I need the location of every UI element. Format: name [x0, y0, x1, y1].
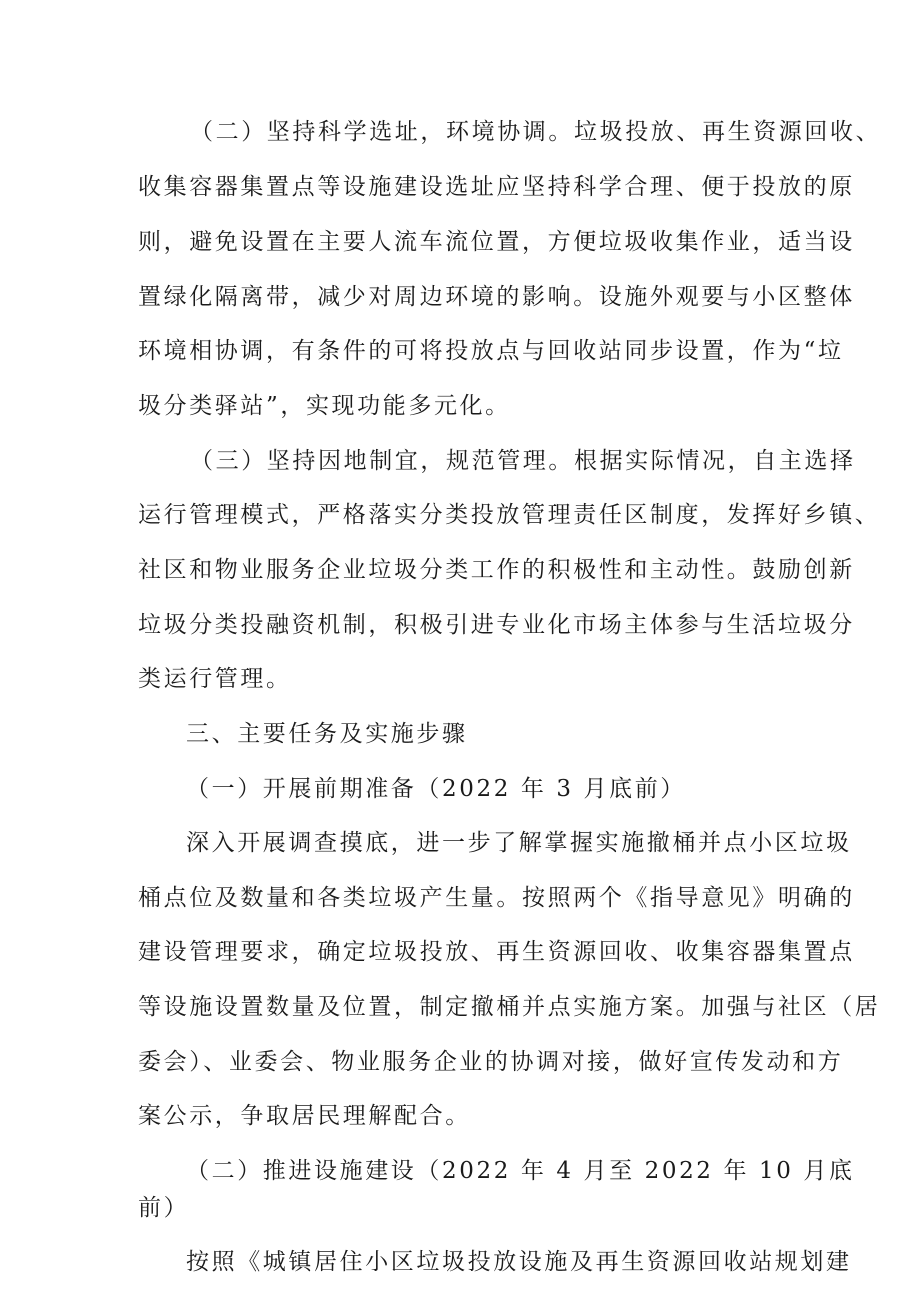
paragraph-line: 环境相协调，有条件的可将投放点与回收站同步设置，作为“垃 [138, 338, 844, 364]
paragraph-line: 社区和物业服务企业垃圾分类工作的积极性和主动性。鼓励创新 [138, 557, 855, 583]
paragraph-line: 桶点位及数量和各类垃圾产生量。按照两个《指导意见》明确的 [138, 885, 855, 911]
paragraph-line: 建设管理要求，确定垃圾投放、再生资源回收、收集容器集置点 [138, 939, 855, 965]
paragraph-line: 垃圾分类投融资机制，积极引进专业化市场主体参与生活垃圾分 [138, 612, 855, 638]
step-1-heading: （一）开展前期准备（2022 年 3 月底前） [186, 776, 686, 802]
paragraph-line: 委会）、业委会、物业服务企业的协调对接，做好宣传发动和方 [138, 1049, 844, 1075]
section-heading: 三、主要任务及实施步骤 [186, 721, 468, 747]
heading-line: （二）推进设施建设（2022 年 4 月至 2022 年 10 月底 [186, 1158, 855, 1184]
paragraph-line: 按照《城镇居住小区垃圾投放设施及再生资源回收站规划建 [186, 1249, 852, 1275]
paragraph-line: 类运行管理。 [138, 666, 292, 692]
paragraph-line: （二）坚持科学选址，环境协调。垃圾投放、再生资源回收、 [190, 119, 882, 145]
paragraph-line: 深入开展调查摸底，进一步了解掌握实施撤桶并点小区垃圾 [186, 830, 852, 856]
paragraph-line: 置绿化隔离带，减少对周边环境的影响。设施外观要与小区整体 [138, 284, 855, 310]
paragraph-line: 等设施设置数量及位置，制定撤桶并点实施方案。加强与社区（居 [138, 994, 881, 1020]
paragraph-line: （三）坚持因地制宜，规范管理。根据实际情况，自主选择 [190, 448, 856, 474]
paragraph-line: 收集容器集置点等设施建设选址应坚持科学合理、便于投放的原 [138, 174, 855, 200]
heading-line: 前） [138, 1195, 190, 1221]
paragraph-line: 运行管理模式，严格落实分类投放管理责任区制度，发挥好乡镇、 [138, 502, 881, 528]
paragraph-line: 案公示，争取居民理解配合。 [138, 1103, 471, 1129]
paragraph-line: 则，避免设置在主要人流车流位置，方便垃圾收集作业，适当设 [138, 229, 855, 255]
paragraph-line: 圾分类驿站”，实现功能多元化。 [138, 393, 511, 419]
